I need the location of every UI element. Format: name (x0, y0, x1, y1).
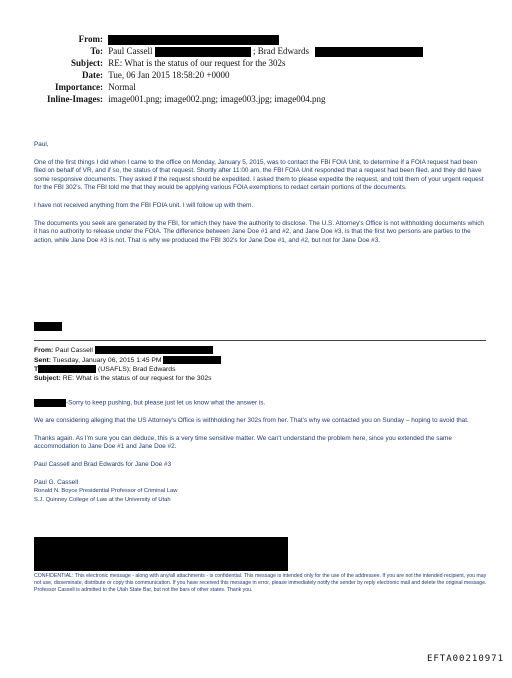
from-label: From: (78, 34, 103, 44)
quoted-subject-row (34, 375, 486, 384)
redaction-bar (155, 47, 251, 57)
reply-paragraph: The documents you seek are generated by the FBI, for which they have the authority to disclose. The U.S. Attorney's Office is not withholding documents which it has no authority to release under the FOIA. The difference between Jane Doe #1 and #2, and Jane Doe #3, is that the first two persons are parties to the action, while Jane Doe #3 is not. That is why we produced the FBI 302's for Jane Doe #1, and #2, but not for Jane Doe #3. (34, 219, 484, 244)
quoted-from-label: From: (34, 346, 54, 354)
quoted-subject-label: Subject: (34, 374, 61, 382)
quoted-to-value: (USAFLS); Brad Edwards (98, 365, 176, 373)
header-subject-row (0, 58, 286, 69)
document-id: EFTA00210971 (426, 654, 504, 664)
quoted-from-row (34, 346, 486, 356)
quoted-paragraph: We are considering alleging that the US Attorney's Office is withholding her 302s from her. That's why we contacted you on Sunday – hoping to avoid that. (34, 417, 469, 425)
subject-value: RE: What is the status of our request for the 302s (108, 58, 286, 68)
importance-value: Normal (108, 82, 136, 92)
quoted-subject-value: RE: What is the status of our request for the 302s (62, 374, 212, 382)
inline-images-value: image001.png; image002.png; image003.jpg; image004.png (108, 94, 326, 104)
quoted-sent-value: Tuesday, January 06, 2015 1:45 PM (52, 356, 162, 364)
quoted-header (34, 346, 486, 384)
redaction-bar (34, 322, 62, 331)
signature-name: Paul G. Cassell (34, 478, 79, 486)
header-date-row (0, 70, 230, 81)
signature-title: Ronald N. Boyce Presidential Professor of Criminal Law (34, 488, 178, 495)
reply-paragraph: One of the first things I did when I came to the office on Monday, January 5, 2015, was to contact the FBI FOIA Unit, to determine if a FOIA request had been filed on behalf of VR, and if so, the status of that request. Shortly after 11:00 am, the FBI FOIA Unit responded that a request had been filed, and they did have some responsive documents. They asked if the request should be expedited. I asked them to please expedite the request, and told them of your urgent request for the FBI 302's. The FBI told me that they would be applying various FOIA exemptions to redact certain portions of the documents. (34, 158, 484, 192)
header-from-row (0, 34, 279, 45)
quoted-sent-label: Sent: (34, 356, 51, 364)
redaction-block (34, 537, 288, 571)
to-value-1: Paul Cassell (108, 46, 153, 56)
redaction-bar (34, 399, 66, 407)
header-inline-images-row (0, 94, 325, 105)
reply-greeting: Paul, (34, 141, 49, 148)
quoted-to-row (34, 365, 486, 375)
inline-images-label: Inline-Images: (47, 94, 103, 104)
to-value-2: ; Brad Edwards (253, 46, 309, 56)
date-value: Tue, 06 Jan 2015 18:58:20 +0000 (108, 70, 230, 80)
quoted-signoff: Paul Cassell and Brad Edwards for Jane Doe #3 (34, 461, 172, 469)
quoted-to-label: T (34, 365, 39, 373)
date-label: Date: (82, 70, 103, 80)
redaction-bar (108, 35, 279, 45)
quoted-line (34, 399, 486, 408)
header-importance-row (0, 82, 136, 93)
confidentiality-notice: CONFIDENTIAL: This electronic message - along with any/all attachments - is confidential. This message is intended only for the use of the addressee. If you are not the intended recipient, you may not use, disseminate, distribute or copy this communication. If you have received this message in error, please immediately notify the sender by reply electronic mail and delete the original message. Professor Cassell is admitted to the Utah State Bar, but not the bars of other states. Thank you. (34, 573, 487, 594)
signature-school: S.J. Quinney College of Law at the University of Utah (34, 496, 171, 503)
importance-label: Importance: (55, 82, 103, 92)
quoted-from-value: Paul Cassell (55, 346, 93, 354)
reply-body (34, 141, 486, 245)
header-to-row (0, 46, 423, 57)
redaction-bar (315, 47, 423, 57)
to-label: To: (90, 46, 103, 56)
subject-label: Subject: (71, 58, 103, 68)
redaction-bar (95, 346, 213, 354)
reply-paragraph: I have not received anything from the FBI FOIA unit. I will follow up with them. (34, 201, 254, 209)
quoted-paragraph: Thanks again. As I'm sure you can deduce, this is a very time sensitive matter. We can't understand the problem here, since you extended the same accommodation to Jane Doe #1 and Jane Doe #2. (34, 434, 452, 451)
quoted-divider (34, 340, 486, 341)
redaction-bar (163, 356, 221, 364)
quoted-line-text: -Sorry to keep pushing, but please just let us know what the answer is. (66, 399, 266, 407)
quoted-body (34, 399, 486, 504)
quoted-sent-row (34, 356, 486, 366)
redaction-bar (38, 365, 96, 373)
